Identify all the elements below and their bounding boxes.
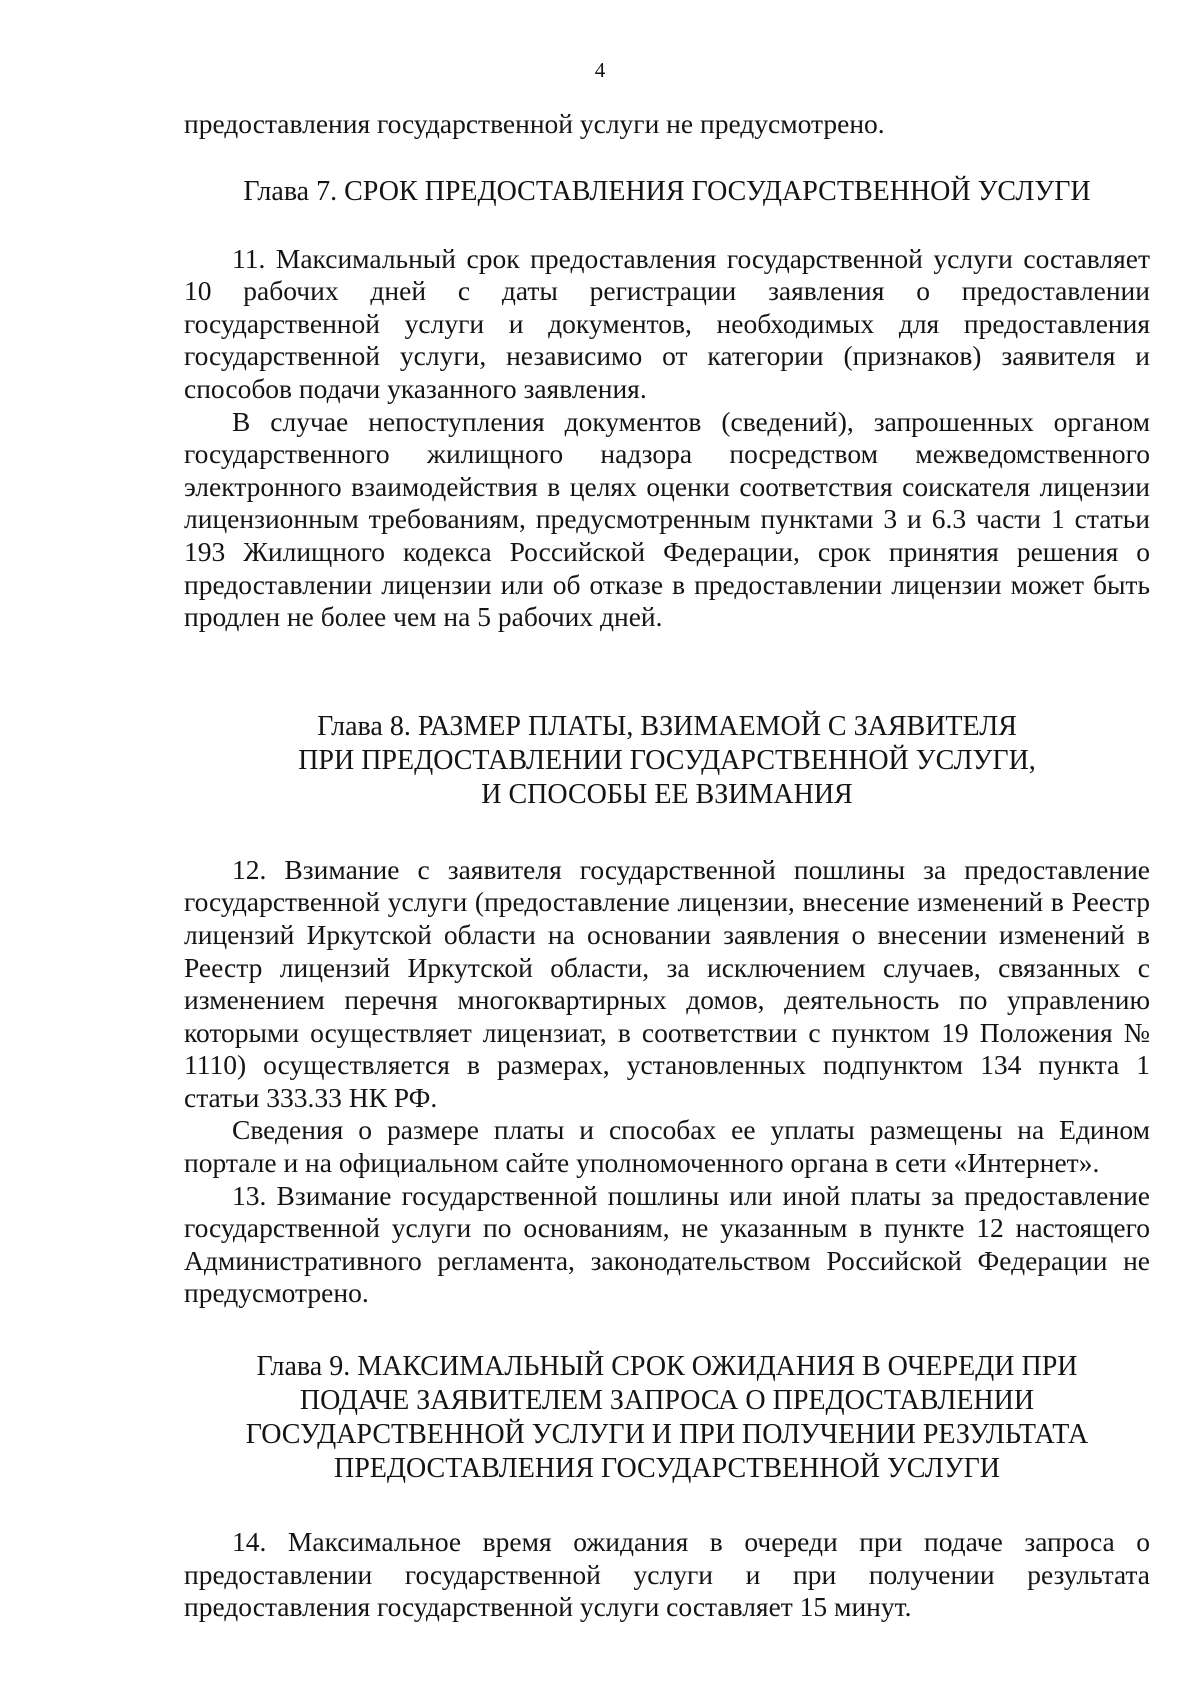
document-body	[184, 108, 1150, 1624]
chapter-7-heading	[184, 175, 1150, 209]
paragraph-11: 11. Максимальный срок предоставления государственной услуги составляет 10 рабочих дней с даты регистрации заявления о предоставлении государственной услуги и документов, необходимых для предоставления государственной услуги, независимо от категории (признаков) заявителя и способов подачи указанного заявления.	[184, 242, 1150, 404]
paragraph-11-extension: В случае непоступления документов (сведений), запрошенных органом государственного жилищного надзора посредством межведомственного электронного взаимодействия в целях оценки соответствия соискателя лицензии лицензионным требованиям, предусмотренным пунктами 3 и 6.3 части 1 статьи 193 Жилищного кодекса Российской Федерации, срок принятия решения о предоставлении лицензии или об отказе в предоставлении лицензии может быть продлен не более чем на 5 рабочих дней.	[184, 405, 1150, 633]
heading-line: ПОДАЧЕ ЗАЯВИТЕЛЕМ ЗАПРОСА О ПРЕДОСТАВЛЕНИИ	[299, 1385, 1035, 1417]
heading-line: Глава 7. СРОК ПРЕДОСТАВЛЕНИЯ ГОСУДАРСТВЕННОЙ УСЛУГИ	[243, 175, 1091, 207]
paragraph-continuation: предоставления государственной услуги не предусмотрено.	[184, 108, 885, 139]
paragraph-12: 12. Взимание с заявителя государственной пошлины за предоставление государственной услуги (предоставление лицензии, внесение изменений в Реестр лицензий Иркутской области на основании заявления о внесении изменений в Реестр лицензий Иркутской области, за исключением случаев, связанных с изменением перечня многоквартирных домов, деятельность по управлению которыми осуществляет лицензиат, в соответствии с пунктом 19 Положения № 1110) осуществляется в размерах, установленных подпунктом 134 пункта 1 статьи 333.33 НК РФ.	[184, 853, 1150, 1113]
paragraph-14: 14. Максимальное время ожидания в очереди при подаче запроса о предоставлении государственной услуги и при получении результата предоставления государственной услуги составляет 15 минут.	[184, 1526, 1150, 1623]
heading-line: ГОСУДАРСТВЕННОЙ УСЛУГИ И ПРИ ПОЛУЧЕНИИ РЕЗУЛЬТАТА	[245, 1419, 1089, 1451]
chapter-8-heading	[184, 710, 1150, 812]
page-number: 4	[594, 58, 606, 82]
heading-line: Глава 8. РАЗМЕР ПЛАТЫ, ВЗИМАЕМОЙ С ЗАЯВИТЕЛЯ	[317, 710, 1017, 742]
chapter-9-heading	[184, 1350, 1150, 1486]
heading-line: Глава 9. МАКСИМАЛЬНЫЙ СРОК ОЖИДАНИЯ В ОЧЕРЕДИ ПРИ	[256, 1351, 1078, 1383]
heading-line: И СПОСОБЫ ЕЕ ВЗИМАНИЯ	[481, 778, 853, 810]
paragraph-12-payment-info: Сведения о размере платы и способах ее уплаты размещены на Едином портале и на официальном сайте уполномоченного органа в сети «Интернет».	[184, 1114, 1150, 1179]
paragraph-13: 13. Взимание государственной пошлины или иной платы за предоставление государственной услуги по основаниям, не указанным в пункте 12 настоящего Административного регламента, законодательством Российской Федерации не предусмотрено.	[184, 1179, 1150, 1309]
heading-line: ПРЕДОСТАВЛЕНИЯ ГОСУДАРСТВЕННОЙ УСЛУГИ	[333, 1453, 1001, 1485]
heading-line: ПРИ ПРЕДОСТАВЛЕНИИ ГОСУДАРСТВЕННОЙ УСЛУГИ,	[298, 744, 1036, 776]
